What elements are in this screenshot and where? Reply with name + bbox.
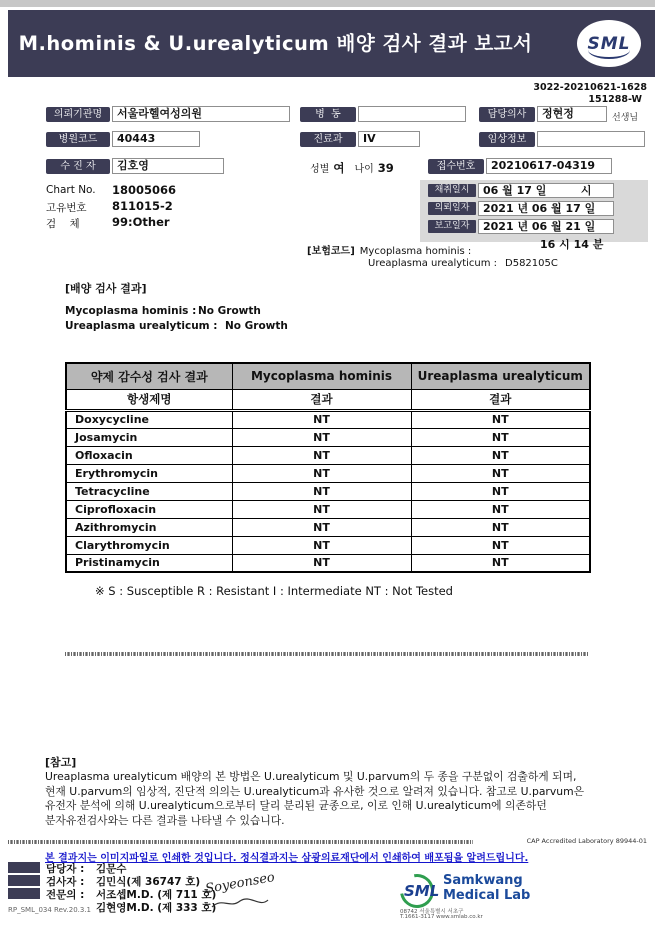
specialist-label: 전문의 :	[46, 889, 85, 901]
report-date-value: 2021 년 06 월 21 일	[478, 219, 614, 234]
result-cell: NT	[411, 536, 590, 554]
unique-id-value: 811015-2	[112, 199, 173, 213]
result-cell: NT	[232, 464, 411, 482]
manager-label: 담당자 :	[46, 863, 85, 875]
sex-label: 성별	[310, 164, 330, 175]
manager-name: 김문수	[96, 863, 127, 875]
lab-name-line2: Medical Lab	[443, 888, 531, 903]
reference-line: Ureaplasma urealyticum 배양의 본 방법은 U.urealyticum 및 U.parvum의 두 종을 구분없이 검출하게 되며,	[45, 770, 577, 783]
result-cell: NT	[232, 446, 411, 464]
drug-name-cell: Ciprofloxacin	[66, 500, 232, 518]
result-cell: NT	[232, 518, 411, 536]
request-date-label: 의뢰일자	[428, 202, 476, 215]
result-cell: NT	[411, 482, 590, 500]
drug-name-cell: Clarythromycin	[66, 536, 232, 554]
ward-value	[358, 106, 466, 122]
result-cell: NT	[411, 554, 590, 572]
result-cell: NT	[411, 464, 590, 482]
examiner-label: 검사자 :	[46, 876, 85, 888]
culture-row-value: No Growth	[198, 305, 261, 317]
result-cell: NT	[232, 428, 411, 446]
document-subnumber: 151288-W	[588, 94, 642, 105]
reference-line: 분자유전검사와는 다른 결과를 나타낼 수 있습니다.	[45, 813, 285, 827]
result-cell: NT	[232, 482, 411, 500]
specialist-name: 김현영M.D. (제 333 호)	[96, 902, 217, 914]
drug-name-cell: Ofloxacin	[66, 446, 232, 464]
result-cell: NT	[232, 500, 411, 518]
stamp-box	[8, 888, 40, 899]
table-row	[66, 482, 590, 500]
report-date-label: 보고일자	[428, 220, 476, 233]
collect-date-value: 06 월 17 일 시	[478, 183, 614, 198]
culture-row-label: Ureaplasma urealyticum :	[65, 320, 218, 332]
receipt-number-value: 20210617-04319	[486, 158, 612, 174]
lab-address-line1: 08742 서울특별시 서초구	[400, 909, 464, 915]
table-row	[66, 464, 590, 482]
table-header-cell: 약제 감수성 검사 결과	[66, 363, 232, 389]
result-cell: NT	[232, 536, 411, 554]
examiner-name: 김민식(제 36747 호)	[96, 876, 201, 888]
drug-name-cell: Tetracycline	[66, 482, 232, 500]
hospital-code-label: 병원코드	[46, 132, 110, 147]
form-number: RP_SML_034 Rev.20.3.1	[8, 906, 91, 914]
result-cell: NT	[411, 500, 590, 518]
susceptibility-table	[65, 362, 591, 573]
stamp-box	[8, 875, 40, 886]
microprint-strip	[8, 840, 473, 844]
drug-name-cell: Doxycycline	[66, 410, 232, 428]
table-row	[66, 518, 590, 536]
result-legend: ※ S : Susceptible R : Resistant I : Intermediate NT : Not Tested	[95, 584, 453, 598]
lab-address-line2: T.1661-3117 www.smlab.co.kr	[400, 914, 483, 920]
chart-no-value: 18005066	[112, 183, 177, 197]
result-cell: NT	[411, 518, 590, 536]
sml-logo-text: SML	[587, 33, 631, 54]
age-value: 39	[377, 161, 394, 175]
insurance-heading: [보험코드]	[307, 246, 355, 257]
insurance-myco-label: Mycoplasma hominis :	[359, 246, 472, 257]
table-row	[66, 428, 590, 446]
sml-footer-logo-text: SML	[404, 882, 440, 900]
patient-value: 김호영	[112, 158, 224, 174]
table-row	[66, 500, 590, 518]
receipt-number-label: 접수번호	[428, 159, 484, 174]
request-date-value: 2021 년 06 월 17 일	[478, 201, 614, 216]
sml-logo-icon	[577, 20, 641, 67]
table-subheader-row	[66, 389, 590, 410]
insurance-urea-value: D582105C	[505, 258, 558, 269]
reference-heading: [참고]	[45, 756, 77, 769]
unique-id-label: 고유번호	[46, 202, 87, 214]
culture-results-heading: [배양 검사 결과]	[65, 282, 147, 295]
doctor-suffix: 선생님	[612, 113, 639, 123]
table-row	[66, 536, 590, 554]
document-number: 3022-20210621-1628	[533, 82, 647, 93]
department-label: 진료과	[300, 132, 356, 147]
patient-label: 수 진 자	[46, 159, 110, 174]
reference-line: 현재 U.parvum의 임상적, 진단적 의의는 U.urealyticum과 유사한 것으로 알려져 있습니다. 참고로 U.parvum은	[45, 784, 585, 798]
signature-flourish-icon	[210, 896, 270, 910]
table-header-row	[66, 363, 590, 389]
report-time-value: 16 시 14 분	[540, 238, 604, 251]
doctor-label: 담당의사	[479, 107, 535, 122]
table-row	[66, 554, 590, 572]
result-cell: NT	[411, 446, 590, 464]
specimen-value: 99:Other	[112, 215, 170, 229]
table-header-cell: Ureaplasma urealyticum	[411, 363, 590, 389]
stamp-box	[8, 862, 40, 873]
microprint-strip	[65, 652, 589, 656]
clinical-info-value	[537, 131, 645, 147]
report-title: M.hominis & U.urealyticum 배양 검사 결과 보고서	[18, 32, 533, 55]
ward-label: 병 동	[300, 107, 356, 122]
culture-row-value: No Growth	[225, 320, 288, 332]
table-header-cell: Mycoplasma hominis	[232, 363, 411, 389]
insurance-urea-label: Ureaplasma urealyticum :	[368, 258, 498, 269]
table-subheader-cell: 항생제명	[66, 389, 232, 410]
result-cell: NT	[232, 554, 411, 572]
table-row	[66, 446, 590, 464]
doctor-value: 정현정	[537, 106, 607, 122]
chart-no-label: Chart No.	[46, 184, 96, 196]
drug-rows	[66, 410, 590, 572]
table-subheader-cell: 결과	[411, 389, 590, 410]
result-cell: NT	[411, 428, 590, 446]
specialist-signature: Soyeonseo	[204, 870, 276, 897]
scan-edge-strip	[0, 0, 655, 7]
clinical-info-label: 임상정보	[479, 132, 535, 147]
org-value: 서울라헬여성의원	[112, 106, 290, 122]
report-header-banner	[8, 10, 655, 77]
result-cell: NT	[232, 410, 411, 428]
age-label: 나이	[354, 164, 374, 175]
org-label: 의뢰기관명	[46, 107, 110, 122]
table-subheader-cell: 결과	[232, 389, 411, 410]
table-row	[66, 410, 590, 428]
drug-name-cell: Josamycin	[66, 428, 232, 446]
cap-accreditation-text: CAP Accredited Laboratory 89944-01	[526, 837, 647, 845]
image-file-notice: 본 결과지는 이미지파일로 인쇄한 것입니다. 정식결과지는 삼광의료재단에서 인쇄하여 배포됨을 알려드립니다.	[45, 853, 529, 864]
reference-paragraph	[45, 770, 623, 828]
insurance-code-line	[307, 242, 471, 257]
drug-name-cell: Pristinamycin	[66, 554, 232, 572]
collect-date-label: 채취일시	[428, 184, 476, 197]
lab-name-line1: Samkwang	[443, 873, 523, 888]
specimen-label: 검 체	[46, 218, 80, 230]
drug-name-cell: Erythromycin	[66, 464, 232, 482]
hospital-code-value: 40443	[112, 131, 200, 147]
reference-line: 유전자 분석에 의해 U.urealyticum으로부터 달리 분리된 균종으로, 이로 인해 U.urealyticum에 의존하던	[45, 799, 547, 813]
culture-row-label: Mycoplasma hominis :	[65, 305, 197, 317]
sex-age-line	[310, 160, 404, 176]
department-value: IV	[358, 131, 420, 147]
sex-value: 여	[333, 161, 345, 175]
result-cell: NT	[411, 410, 590, 428]
specialist-name: 서조셉M.D. (제 711 호)	[96, 889, 217, 901]
drug-name-cell: Azithromycin	[66, 518, 232, 536]
